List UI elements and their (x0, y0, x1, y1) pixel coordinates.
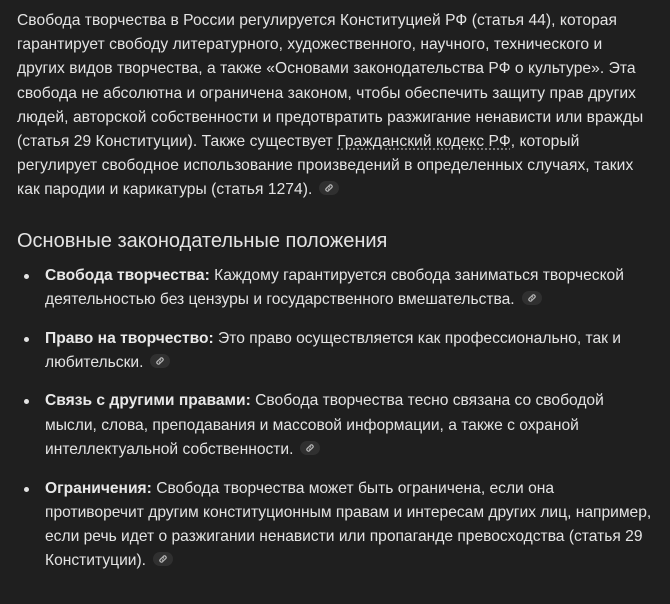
source-link-chip[interactable] (153, 552, 173, 566)
source-link-chip[interactable] (319, 181, 339, 195)
item-term: Свобода творчества: (45, 266, 210, 284)
item-term: Ограничения: (45, 479, 152, 497)
item-term: Связь с другими правами: (45, 392, 251, 410)
link-icon (158, 554, 168, 564)
link-icon (324, 183, 334, 193)
link-icon (155, 356, 165, 366)
civil-code-link[interactable]: Гражданский кодекс РФ (337, 133, 511, 151)
item-term: Право на творчество: (45, 329, 214, 347)
intro-paragraph (17, 9, 652, 203)
source-link-chip[interactable] (300, 441, 320, 455)
list-item (17, 389, 652, 462)
bullet (24, 337, 29, 342)
list-item (17, 264, 652, 312)
item-text: Каждому гарантируется свобода заниматься творческой деятельностью без цензуры и государственного вмешательства. (45, 266, 624, 308)
item-text: Это право осуществляется как профессионально, так и любительски. (45, 329, 622, 371)
bullet (24, 274, 29, 279)
source-link-chip[interactable] (150, 354, 170, 368)
bullet (24, 399, 29, 404)
item-text: Свобода творчества может быть ограничена, если она противоречит другим конституционным правам и интересам других лиц, например, если речь идет о разжигании ненависти или пропаганде превосходства (статья 29 Конституции). (45, 479, 652, 570)
intro-text-end: , который регулирует свободное использование произведений в определенных случаях, таких как пародии и карикатуры (статья 1274). (17, 133, 634, 199)
section-heading: Основные законодательные положения (17, 229, 388, 252)
list-item (17, 477, 652, 574)
link-icon (305, 443, 315, 453)
link-icon (527, 293, 537, 303)
intro-text: Свобода творчества в России регулируется Конституцией РФ (статья 44), которая гарантирует свободу литературного, художественного, научного, технического и других видов творчества, а также «Основами законодательства РФ о культуре». Эта свобода не абсолютна и ограничена законом, чтобы обеспечить защиту прав других людей, авторской собственности и предотвратить разжигание ненависти или вражды (статья 29 Конституции). Также существует (17, 12, 644, 151)
list-item (17, 327, 652, 375)
bullet (24, 487, 29, 492)
provisions-list (17, 264, 652, 574)
source-link-chip[interactable] (522, 291, 542, 305)
item-text: Свобода творчества тесно связана со свободой мысли, слова, преподавания и массовой информации, а также с охраной интеллектуальной собственности. (45, 392, 604, 458)
